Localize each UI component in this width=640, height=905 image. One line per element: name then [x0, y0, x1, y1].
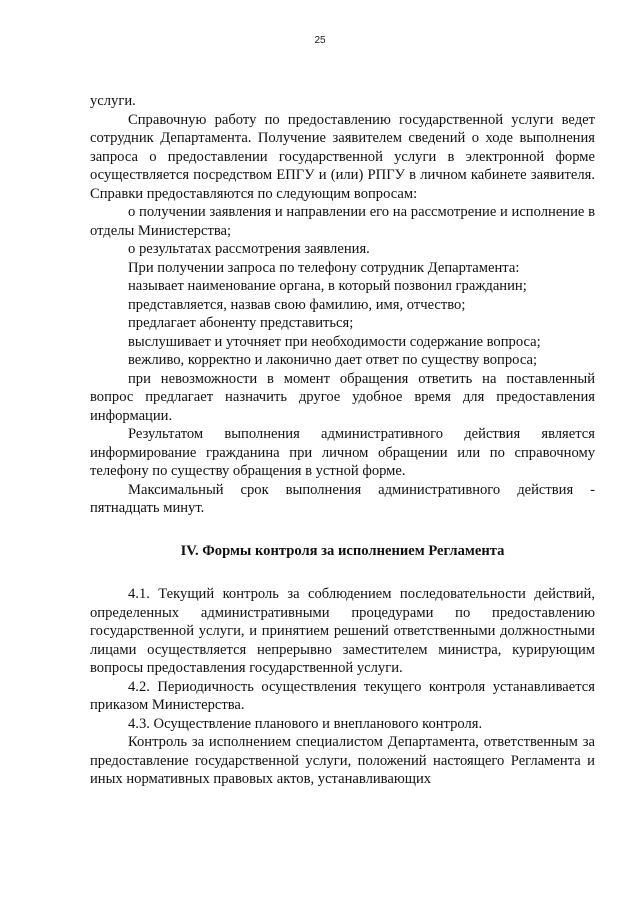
paragraph: Контроль за исполнением специалистом Департамента, ответственным за предоставление государственной услуги, положений настоящего Регламента и иных нормативных правовых актов, устанавливающих	[90, 734, 595, 787]
paragraph: выслушивает и уточняет при необходимости содержание вопроса;	[128, 333, 541, 350]
document-body	[90, 92, 595, 789]
paragraph: вежливо, корректно и лаконично дает ответ по существу вопроса;	[128, 352, 538, 368]
paragraph: При получении запроса по телефону сотрудник Департамента:	[128, 259, 520, 276]
paragraph: Справочную работу по предоставлению государственной услуги ведет сотрудник Департамента. Получение заявителем сведений о ходе выполнения запроса о предоставлении государственной услуги в электронной форме осуществляется посредством ЕПГУ и (или) РПГУ в личном кабинете заявителя. Справки предоставляются по следующим вопросам:	[90, 111, 595, 202]
paragraph: о получении заявления и направлении его на рассмотрение и исполнение в отделы Министерства;	[90, 204, 595, 239]
paragraph: 4.3. Осуществление планового и внепланового контроля.	[128, 715, 483, 732]
paragraph: 4.1. Текущий контроль за соблюдением последовательности действий, определенных административными процедурами по предоставлению государственной услуги, и принятием решений ответственными должностными лицами осуществляется непрерывно заместителем министра, курирующим вопросы предоставления государственной услуги.	[90, 586, 595, 676]
paragraph: 4.2. Периодичность осуществления текущего контроля устанавливается приказом Министерства.	[90, 678, 595, 713]
section-text-bottom	[90, 585, 595, 789]
paragraph: при невозможности в момент обращения ответить на поставленный вопрос предлагает назначить другое удобное время для предоставления информации.	[90, 370, 595, 424]
paragraph: предлагает абоненту представиться;	[128, 315, 354, 331]
paragraph: Результатом выполнения административного действия является информирование гражданина при личном обращении или по справочному телефону по существу обращения в устной форме.	[90, 426, 595, 479]
paragraph: представляется, назвав свою фамилию, имя, отчество;	[128, 296, 466, 313]
paragraph: о результатах рассмотрения заявления.	[128, 241, 370, 257]
section-text-top	[90, 92, 595, 518]
page-number: 25	[314, 35, 326, 46]
paragraph: Максимальный срок выполнения административного действия - пятнадцать минут.	[90, 481, 595, 516]
section-heading: IV. Формы контроля за исполнением Регламента	[180, 542, 505, 559]
paragraph: называет наименование органа, в который позвонил гражданин;	[128, 278, 527, 294]
paragraph: услуги.	[90, 93, 136, 109]
